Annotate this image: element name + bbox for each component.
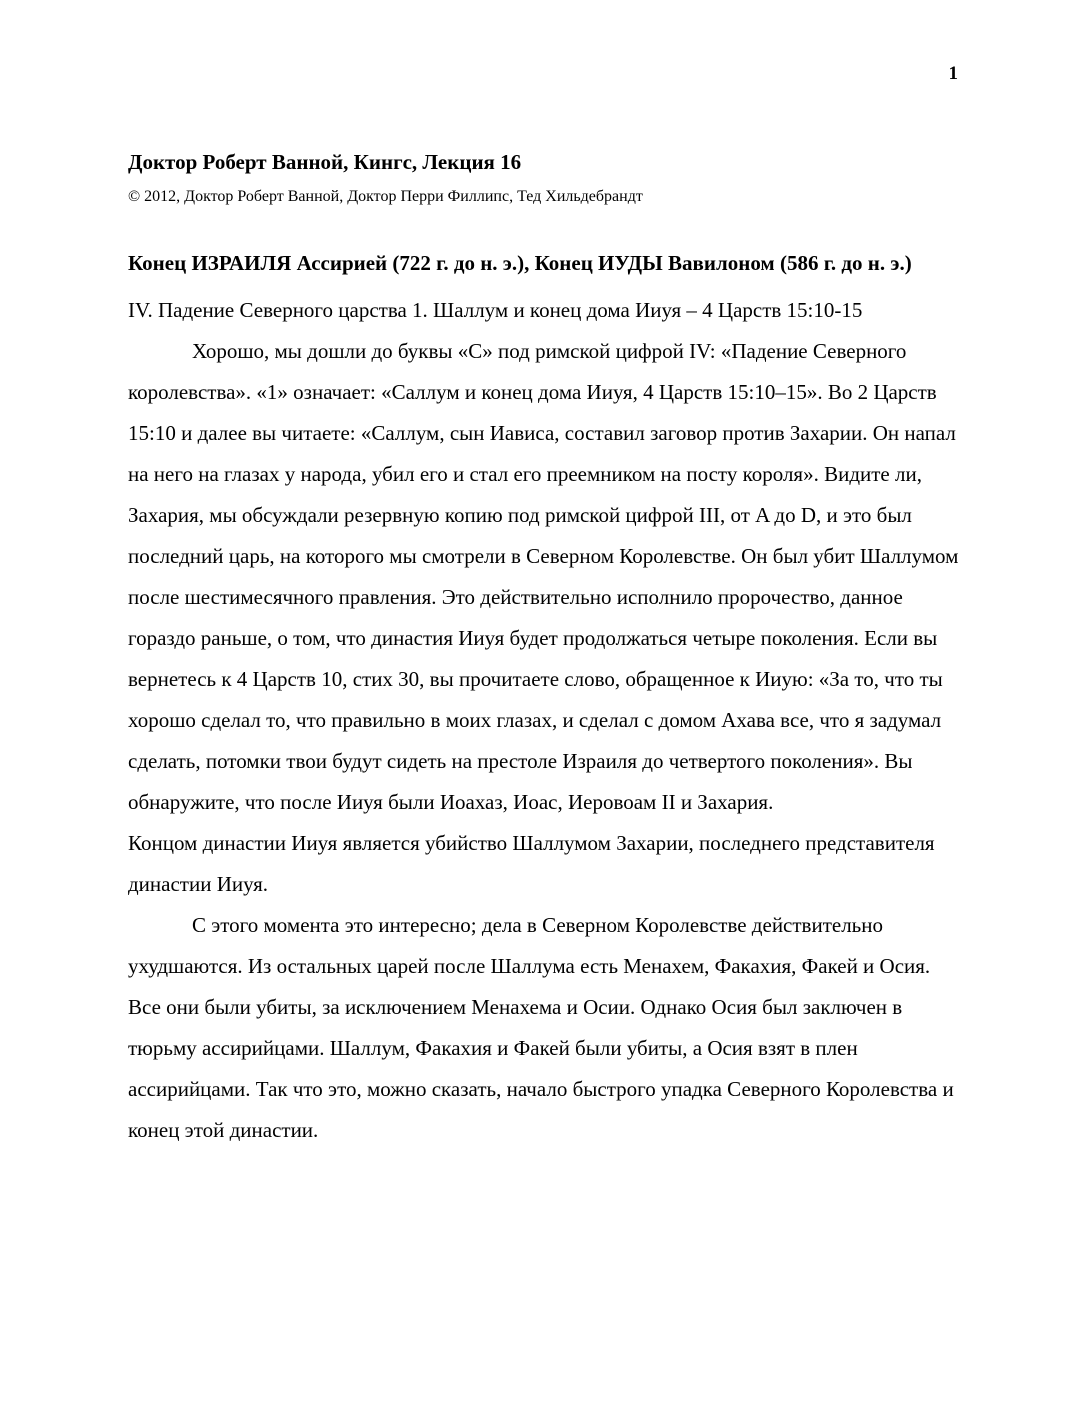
page-number: 1 bbox=[948, 63, 958, 84]
copyright-line: © 2012, Доктор Роберт Ванной, Доктор Перри Филлипс, Тед Хильдебрандт bbox=[128, 188, 643, 206]
outline-heading: IV. Падение Северного царства 1. Шаллум и конец дома Ииуя – 4 Царств 15:10-15 bbox=[128, 298, 863, 323]
document-title: Доктор Роберт Ванной, Кингс, Лекция 16 bbox=[128, 150, 522, 174]
section-heading: Конец ИЗРАИЛЯ Ассирией (722 г. до н. э.), Конец ИУДЫ Вавилоном (586 г. до н. э.) bbox=[128, 251, 912, 276]
body-paragraph: Концом династии Ииуя является убийство Шаллумом Захарии, последнего представителя династии Ииуя. bbox=[128, 831, 935, 897]
body-paragraph: С этого момента это интересно; дела в Северном Королевстве действительно ухудшаются. Из остальных царей после Шаллума есть Менахем, Факахия, Факей и Осия. Все они были убиты, за исключением Менахема и Осии. Однако Осия был заключен в тюрьму ассирийцами. Шаллум, Факахия и Факей были убиты, а Осия взят в плен ассирийцами. Так что это, можно сказать, начало быстрого упадка Северного Королевства и конец этой династии. bbox=[128, 913, 954, 1143]
body-paragraph: Хорошо, мы дошли до буквы «С» под римской цифрой IV: «Падение Северного королевства». «1» означает: «Саллум и конец дома Ииуя, 4 Царств 15:10–15». Во 2 Царств 15:10 и далее вы читаете: «Саллум, сын Иависа, составил заговор против Захарии. Он напал на него на глазах у народа, убил его и стал его преемником на посту короля». Видите ли, Захария, мы обсуждали резервную копию под римской цифрой III, от A до D, и это был последний царь, на которого мы смотрели в Северном Королевстве. Он был убит Шаллумом после шестимесячного правления. Это действительно исполнило пророчество, данное гораздо раньше, о том, что династия Ииуя будет продолжаться четыре поколения. Если вы вернетесь к 4 Царств 10, стих 30, вы прочитаете слово, обращенное к Ииую: «За то, что ты хорошо сделал то, что правильно в моих глазах, и сделал с домом Ахава все, что я задумал сделать, потомки твои будут сидеть на престоле Израиля до четвертого поколения». Вы обнаружите, что после Ииуя были Иоахаз, Иоас, Иеровоам II и Захария. bbox=[128, 339, 959, 815]
